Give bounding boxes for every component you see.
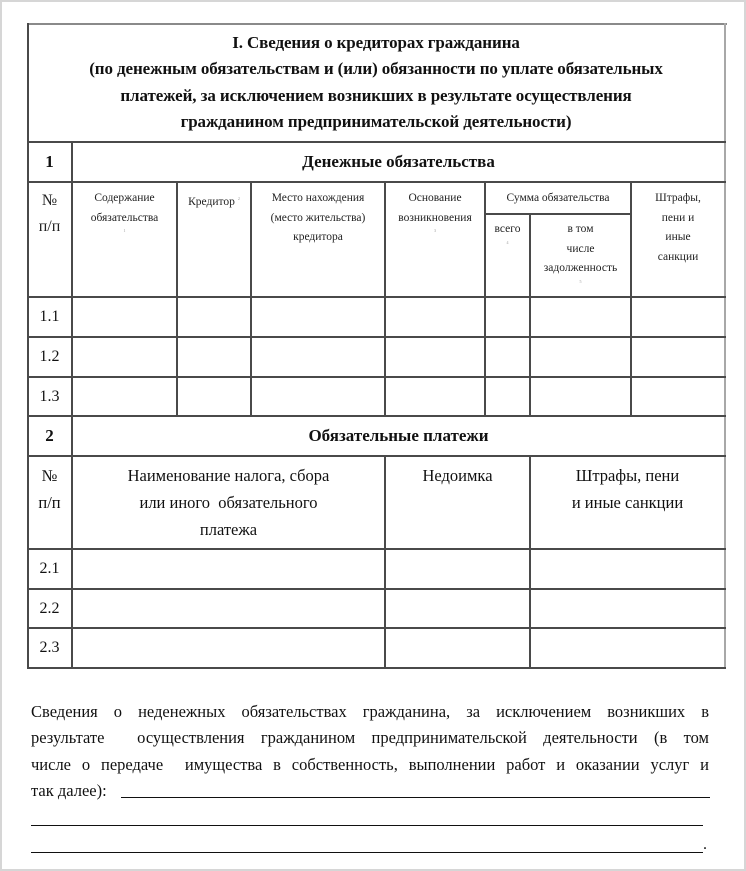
cell-location[interactable] <box>252 378 384 415</box>
header-penalties <box>631 182 725 297</box>
header-location-line: (место жительства) <box>270 211 366 224</box>
cell-payment-name[interactable] <box>73 629 384 667</box>
header-incl-debt-line: в том <box>567 223 594 235</box>
footnote-marker: 3 <box>434 228 436 233</box>
header-penalties-line: санкции <box>657 250 699 263</box>
header2-name <box>72 456 385 549</box>
cell-creditor[interactable] <box>178 378 250 415</box>
section-title-line: платежей, за исключением возникших в результате осуществления <box>120 85 632 105</box>
header2-arrears: Недоимка <box>422 466 493 485</box>
end-period: . <box>703 836 707 853</box>
table-border-bottom <box>27 667 726 669</box>
section-title <box>27 23 725 142</box>
footnote-marker: 4 <box>506 239 509 245</box>
header-content-line: Содержание <box>94 192 155 204</box>
row-number: 2.1 <box>39 560 60 577</box>
cell-content[interactable] <box>73 378 176 415</box>
header-penalties-line: пени и <box>661 211 695 224</box>
header-creditor-label: Кредитор <box>188 195 235 208</box>
cell-debt[interactable] <box>531 338 630 376</box>
header-total-label: всего <box>494 223 521 235</box>
section1-number: 1 <box>45 152 54 171</box>
header-creditor <box>177 182 251 297</box>
cell-total[interactable] <box>486 338 529 376</box>
header-num <box>27 182 72 297</box>
header2-num-line: № <box>41 466 58 485</box>
cell-total[interactable] <box>486 378 529 415</box>
header-basis <box>385 182 485 297</box>
cell-penalties[interactable] <box>531 550 724 588</box>
section-title-line: гражданином предпринимательской деятельности) <box>180 112 572 131</box>
cell-arrears[interactable] <box>386 629 529 667</box>
cell-debt[interactable] <box>531 378 630 415</box>
header2-penalties <box>530 456 725 549</box>
paragraph-line: Сведения о неденежных обязательствах гражданина, за исключением возникших в <box>31 702 709 721</box>
section-title-line: I. Сведения о кредиторах гражданина <box>232 32 520 52</box>
row-number: 1.3 <box>39 387 60 405</box>
paragraph-line: результате осуществления гражданином предпринимательской деятельности (в том <box>31 728 709 748</box>
non-monetary-input-line-1[interactable] <box>121 797 710 798</box>
cell-creditor[interactable] <box>178 298 250 336</box>
cell-location[interactable] <box>252 298 384 336</box>
paragraph-line: числе о передаче имущества в собственность, выполнении работ и оказании услуг и <box>31 754 709 774</box>
cell-content[interactable] <box>73 298 176 336</box>
header-basis-line: Основание <box>408 192 462 204</box>
header-content <box>72 182 177 297</box>
non-monetary-paragraph <box>31 699 709 804</box>
footnote-marker: 1 <box>123 228 126 233</box>
cell-creditor[interactable] <box>178 338 250 376</box>
non-monetary-input-line-2[interactable] <box>31 825 703 826</box>
header-incl-debt-line: задолженность <box>543 262 618 274</box>
footnote-marker: 5 <box>579 278 582 284</box>
section-title-line: (по денежным обязательствам и (или) обязанности по уплате обязательных <box>89 59 663 78</box>
header2-penalties-line: Штрафы, пени <box>575 466 680 485</box>
section2-number: 2 <box>45 426 54 445</box>
header-penalties-line: Штрафы, <box>655 192 701 204</box>
cell-basis[interactable] <box>386 298 484 336</box>
cell-payment-name[interactable] <box>73 590 384 627</box>
header-location-line: кредитора <box>293 231 343 243</box>
cell-basis[interactable] <box>386 378 484 415</box>
header2-name-line: Наименование налога, сбора <box>127 466 330 485</box>
section2-title: Обязательные платежи <box>308 426 489 445</box>
section1-title: Денежные обязательства <box>302 152 495 171</box>
footnote-marker: 2 <box>237 196 240 201</box>
header2-num <box>27 456 72 549</box>
cell-penalties[interactable] <box>531 590 724 627</box>
header-incl-debt <box>530 214 631 297</box>
header-location-line: Место нахождения <box>271 192 365 204</box>
cell-arrears[interactable] <box>386 590 529 627</box>
row-number: 1.1 <box>39 308 60 325</box>
header-total <box>485 214 530 297</box>
header-amount: Сумма обязательства <box>506 192 610 204</box>
cell-debt[interactable] <box>531 298 630 336</box>
header-num-line: п/п <box>38 218 61 235</box>
header-incl-debt-line: числе <box>566 242 595 255</box>
cell-penalties[interactable] <box>632 378 724 415</box>
header-content-line: обязательства <box>90 211 159 224</box>
cell-location[interactable] <box>252 338 384 376</box>
cell-basis[interactable] <box>386 338 484 376</box>
header2-penalties-line: и иные санкции <box>571 493 684 512</box>
paragraph-line: так далее): <box>31 780 107 800</box>
non-monetary-input-line-3[interactable] <box>31 852 703 853</box>
cell-payment-name[interactable] <box>73 550 384 588</box>
header2-name-line: платежа <box>199 520 258 539</box>
header-num-line: № <box>41 192 58 209</box>
row-number: 1.2 <box>39 348 60 365</box>
header-location <box>251 182 385 297</box>
cell-penalties[interactable] <box>632 338 724 376</box>
cell-content[interactable] <box>73 338 176 376</box>
cell-arrears[interactable] <box>386 550 529 588</box>
cell-total[interactable] <box>486 298 529 336</box>
header-basis-line: возникновения <box>398 211 472 224</box>
row-number: 2.2 <box>39 599 60 617</box>
header2-num-line: п/п <box>38 493 61 512</box>
row-number: 2.3 <box>39 639 60 656</box>
cell-penalties[interactable] <box>531 629 724 667</box>
header-penalties-line: иные <box>665 231 691 243</box>
header2-name-line: или иного обязательного <box>139 493 318 512</box>
cell-penalties[interactable] <box>632 298 724 336</box>
